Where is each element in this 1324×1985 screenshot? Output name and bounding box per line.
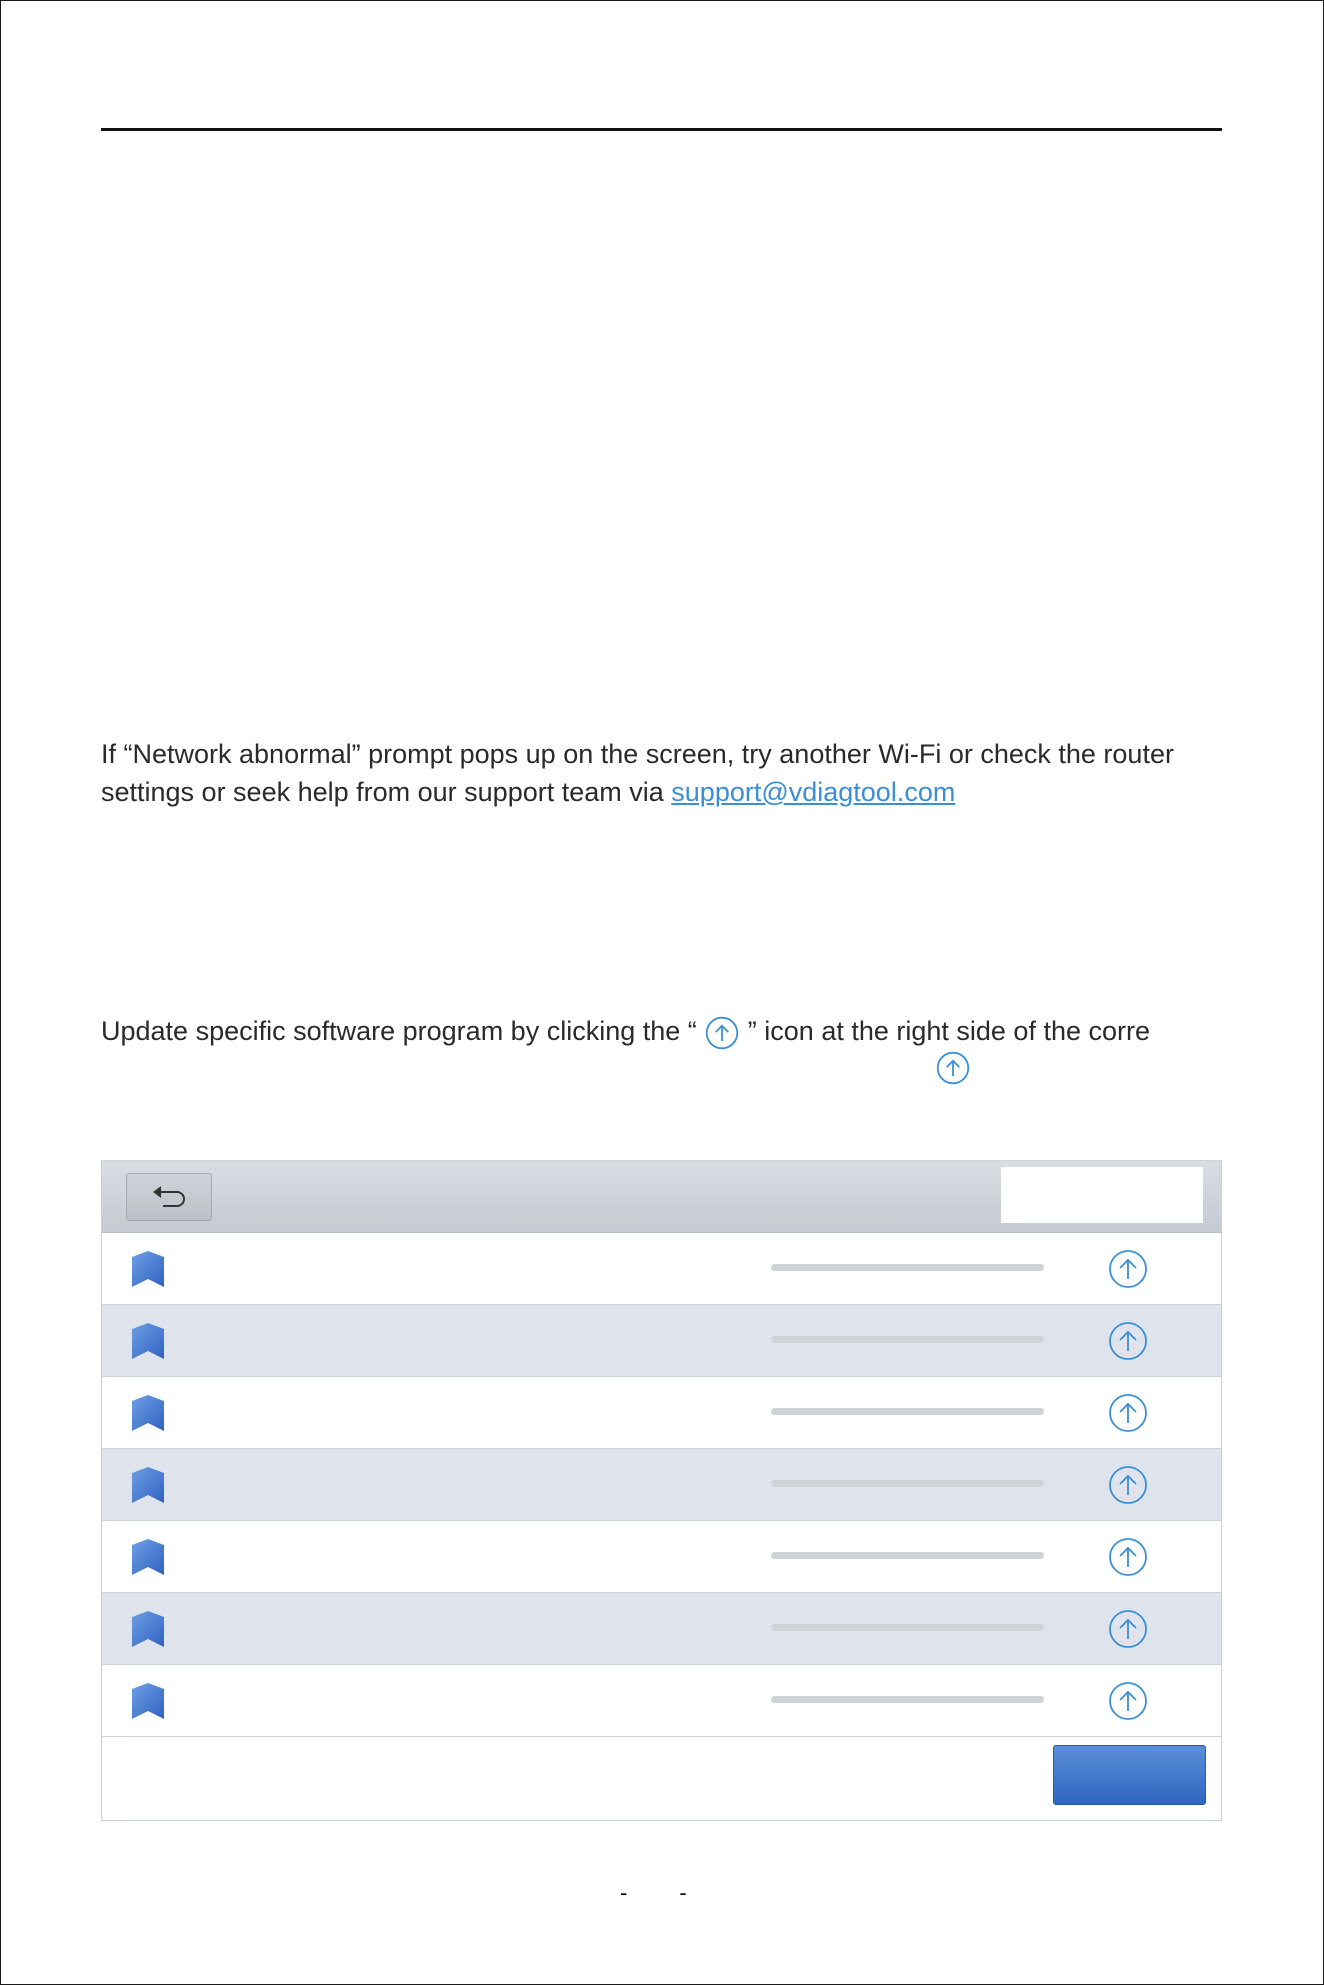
flag-icon [130, 1467, 166, 1503]
version-placeholder-bar [771, 1336, 1044, 1343]
circle-up-arrow-icon[interactable] [1108, 1609, 1148, 1649]
circle-up-arrow-icon[interactable] [1108, 1465, 1148, 1505]
list-item[interactable] [102, 1665, 1221, 1737]
circle-up-arrow-icon [935, 1050, 971, 1086]
list-item[interactable] [102, 1593, 1221, 1665]
support-email-link[interactable]: support@vdiagtool.com [671, 777, 956, 807]
app-header [102, 1161, 1221, 1233]
network-paragraph-line-2 [101, 773, 955, 811]
circle-up-arrow-icon[interactable] [1108, 1249, 1148, 1289]
version-placeholder-bar [771, 1480, 1044, 1487]
network-paragraph-text: If “Network abnormal” prompt pops up on the screen, try another Wi-Fi or check the router [101, 739, 1174, 769]
list-item[interactable] [102, 1377, 1221, 1449]
flag-icon [130, 1323, 166, 1359]
page-number: -- [620, 1880, 739, 1905]
network-paragraph-text-2: settings or seek help from our support team via [101, 777, 672, 807]
list-item[interactable] [102, 1305, 1221, 1377]
flag-icon [130, 1251, 166, 1287]
list-item[interactable] [102, 1449, 1221, 1521]
flag-icon [130, 1539, 166, 1575]
list-item[interactable] [102, 1521, 1221, 1593]
back-button[interactable] [126, 1173, 212, 1221]
update-paragraph [101, 1012, 1150, 1051]
flag-icon [130, 1683, 166, 1719]
header-rule [101, 128, 1222, 131]
network-paragraph-line-1 [101, 735, 1174, 773]
list-item[interactable] [102, 1233, 1221, 1305]
update-confirm-button[interactable] [1053, 1745, 1206, 1805]
circle-up-arrow-icon[interactable] [1108, 1537, 1148, 1577]
version-placeholder-bar [771, 1624, 1044, 1631]
version-placeholder-bar [771, 1552, 1044, 1559]
version-placeholder-bar [771, 1264, 1044, 1271]
back-arrow-icon [149, 1183, 189, 1211]
circle-up-arrow-icon[interactable] [1108, 1681, 1148, 1721]
circle-up-arrow-icon [704, 1015, 740, 1051]
version-placeholder-bar [771, 1408, 1044, 1415]
update-paragraph-prefix: Update specific software program by clicking the “ [101, 1016, 697, 1046]
version-placeholder-bar [771, 1696, 1044, 1703]
software-list [102, 1233, 1221, 1737]
flag-icon [130, 1395, 166, 1431]
circle-up-arrow-icon[interactable] [1108, 1321, 1148, 1361]
flag-icon [130, 1611, 166, 1647]
header-search-box[interactable] [1001, 1167, 1203, 1223]
circle-up-arrow-icon[interactable] [1108, 1393, 1148, 1433]
update-paragraph-suffix: ” icon at the right side of the corre [747, 1016, 1151, 1046]
software-update-screen [101, 1160, 1222, 1821]
